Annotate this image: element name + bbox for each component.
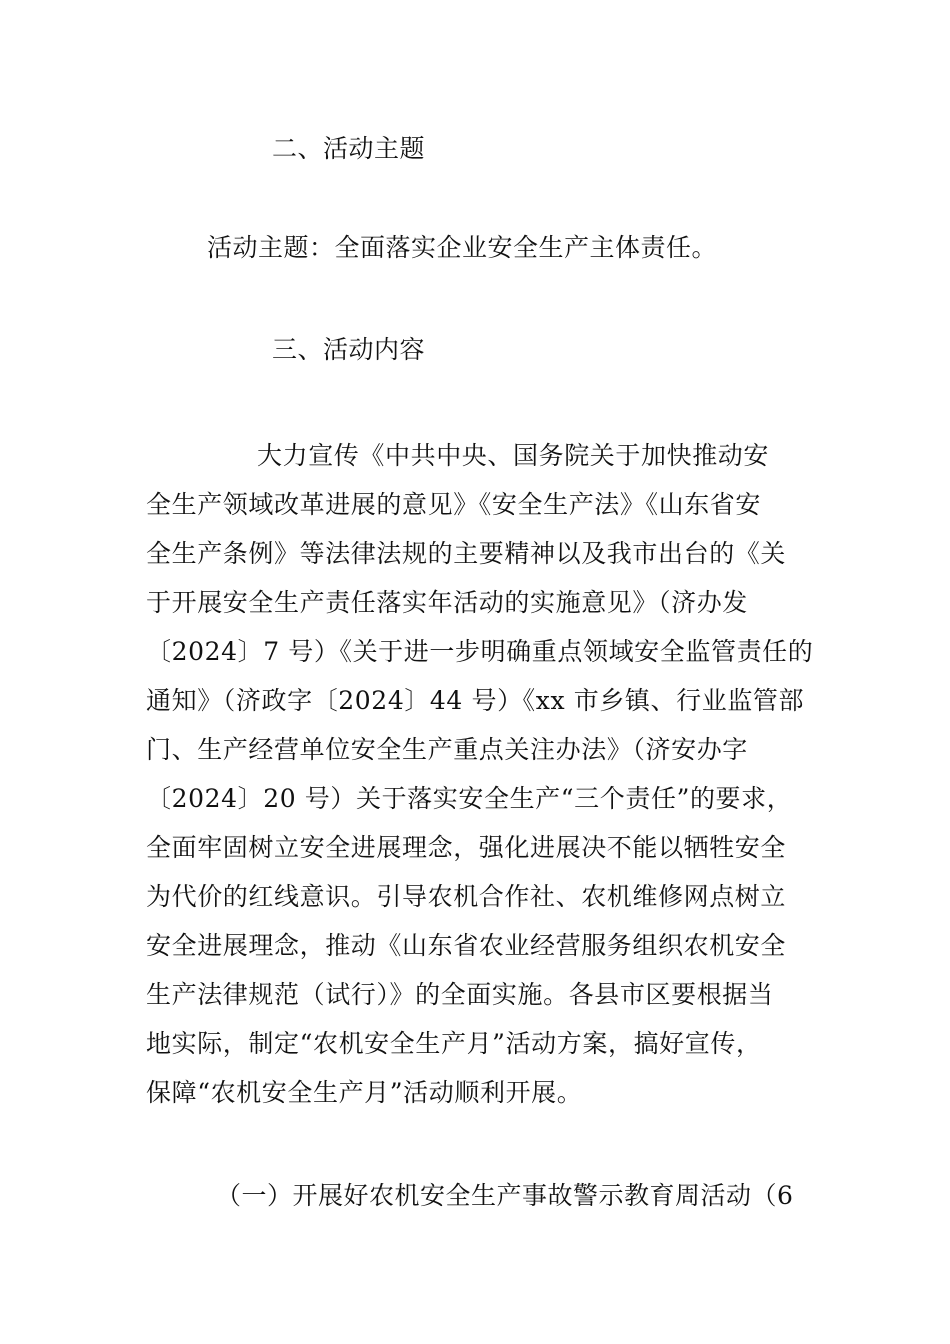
section-three-heading: 三、活动内容 [272,335,426,364]
paragraph-line: 全生产领域改革进展的意见》《安全生产法》《山东省安 [146,490,762,519]
paragraph-line: 全面牢固树立安全进展理念，强化进展决不能以牺牲安全 [146,833,787,862]
paragraph-line: 生产法律规范（试行）》的全面实施。各县市区要根据当 [146,980,774,1009]
paragraph-line: 安全进展理念，推动《山东省农业经营服务组织农机安全 [146,931,787,960]
paragraph-line: 通知》（济政字〔2024〕44 号）《xx 市乡镇、行业监管部 [146,686,805,715]
theme-line: 活动主题：全面落实企业安全生产主体责任。 [207,233,718,262]
activity-content-paragraph [146,431,814,1117]
paragraph-line: 为代价的红线意识。引导农机合作社、农机维修网点树立 [146,882,787,911]
paragraph-line: 地实际，制定“农机安全生产月”活动方案，搞好宣传， [146,1029,762,1058]
paragraph-line: 保障“农机安全生产月”活动顺利开展。 [146,1078,583,1107]
paragraph-line: 〔2024〕7 号）《关于进一步明确重点领域安全监管责任的 [146,637,814,666]
paragraph-line: 〔2024〕20 号）关于落实安全生产“三个责任”的要求， [146,784,793,813]
paragraph-line: 门、生产经营单位安全生产重点关注办法》（济安办字 [146,735,748,764]
section-two-heading: 二、活动主题 [272,134,426,163]
paragraph-line: 于开展安全生产责任落实年活动的实施意见》（济办发 [146,588,748,617]
paragraph-line: 大力宣传《中共中央、国务院关于加快推动安 [257,441,770,470]
paragraph-line: 全生产条例》等法律法规的主要精神以及我市出台的《关 [146,539,787,568]
subsection-one-heading: （一）开展好农机安全生产事故警示教育周活动（6 [216,1181,794,1210]
